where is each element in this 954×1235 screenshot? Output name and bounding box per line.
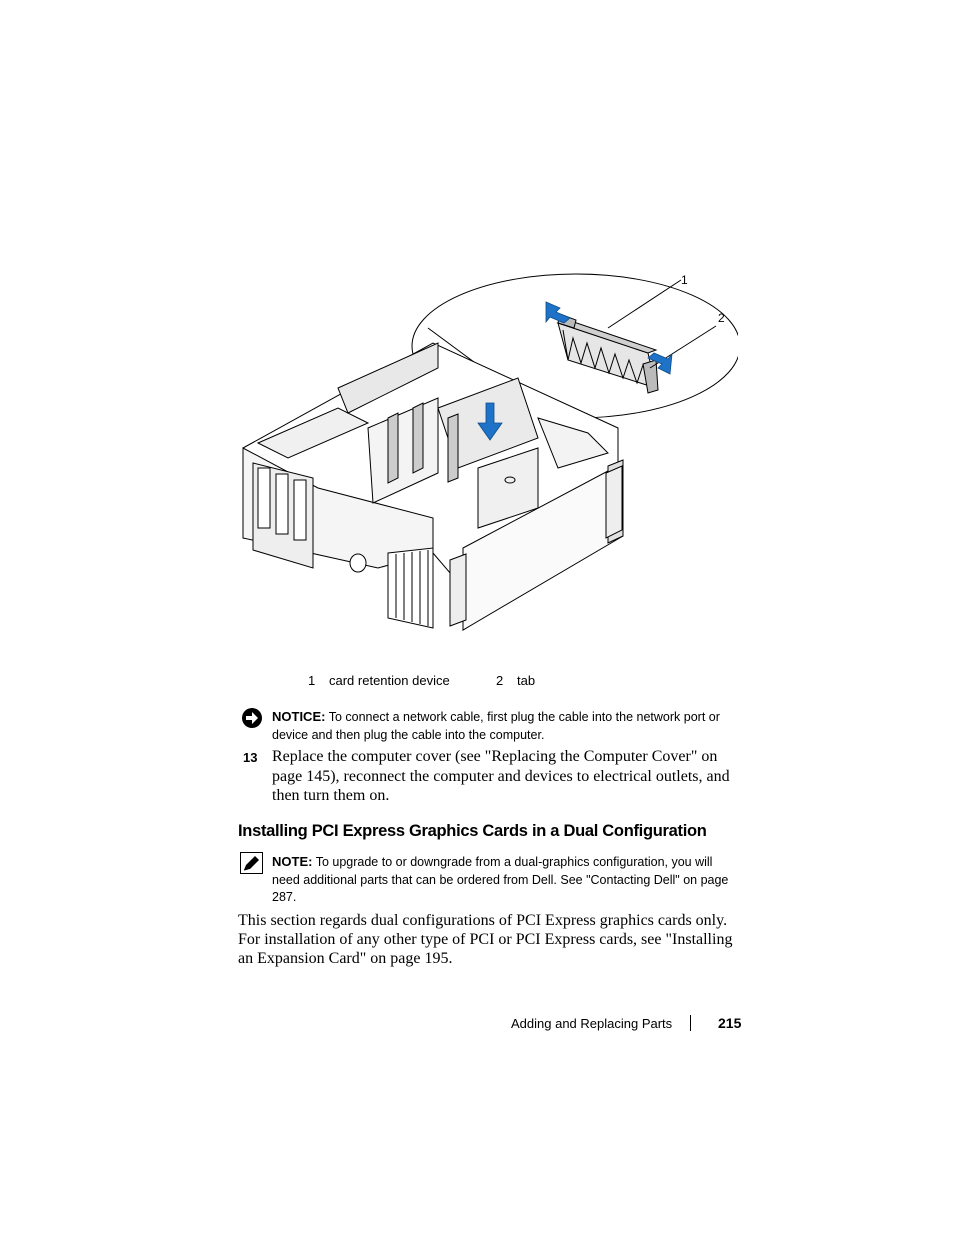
note-message (272, 853, 742, 907)
legend-label-2: tab (517, 673, 536, 688)
legend-number-1: 1 (308, 673, 316, 688)
legend-label-1: card retention device (329, 673, 450, 688)
step-text: Replace the computer cover (see "Replacing the Computer Cover" on page 145), reconnect the computer and devices to electrical outlets, and then turn them on. (272, 748, 730, 804)
card-retention-figure (238, 268, 738, 648)
note-label: NOTE: (272, 854, 313, 869)
callout-number-2: 2 (718, 311, 725, 325)
notice-text: To connect a network cable, first plug the cable into the network port or device and then plug the cable into the computer. (272, 710, 720, 742)
page-number: 215 (718, 1015, 742, 1031)
section-heading: Installing PCI Express Graphics Cards in a Dual Configuration (238, 822, 707, 840)
callout-number-1: 1 (681, 273, 688, 287)
note-text: To upgrade to or downgrade from a dual-graphics configuration, you will need additional parts that can be ordered from Dell. See "Contacting Dell" on page 287. (272, 855, 729, 904)
notice-label: NOTICE: (272, 709, 326, 724)
computer-chassis-illustration (238, 268, 738, 648)
note-pencil-icon (240, 852, 263, 874)
notice-message (272, 708, 742, 744)
step-number: 13 (243, 750, 258, 765)
legend-number-2: 2 (496, 673, 504, 688)
body-paragraph: This section regards dual configurations of PCI Express graphics cards only. For installation of any other type of PCI or PCI Express cards, see "Installing an Expansion Card" on page 195. (238, 912, 733, 967)
notice-arrow-icon (241, 707, 263, 729)
footer-section-title: Adding and Replacing Parts (511, 1016, 673, 1031)
footer-separator (690, 1015, 691, 1031)
